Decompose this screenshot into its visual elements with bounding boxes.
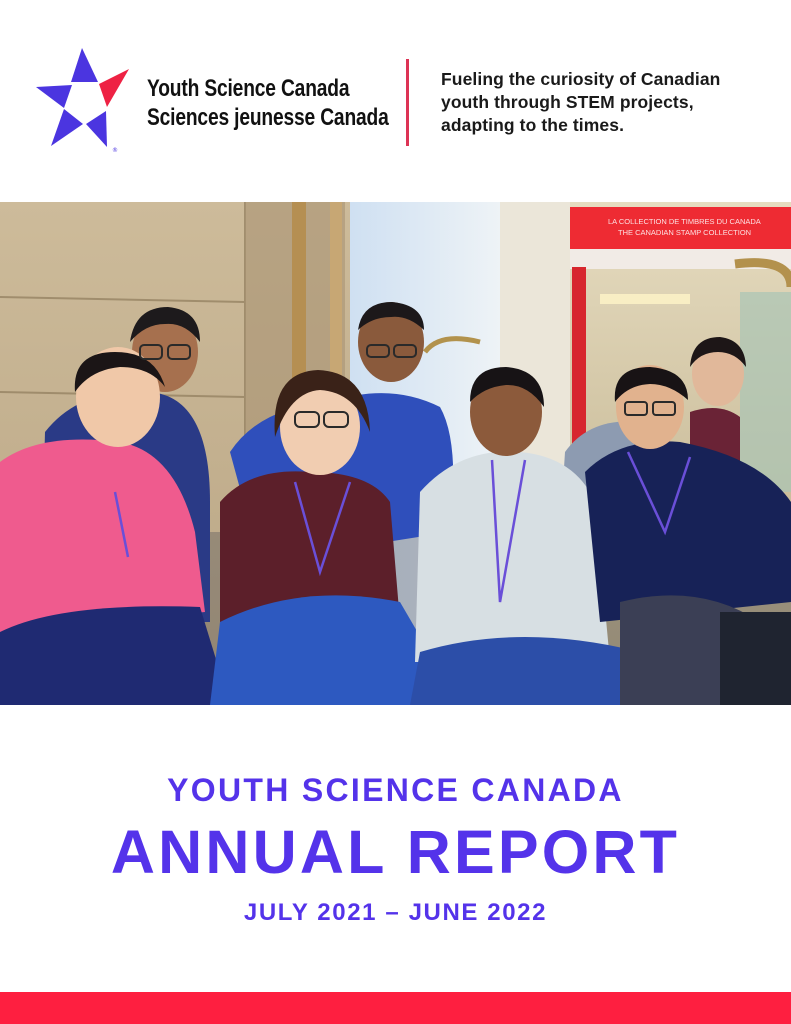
organization-title: YOUTH SCIENCE CANADA	[167, 772, 624, 808]
tagline-line-1: Fueling the curiosity of Canadian	[441, 69, 721, 89]
logo-name-french: Sciences jeunesse Canada	[147, 104, 389, 131]
star-logo-icon	[30, 40, 140, 155]
tagline-line-3: adapting to the times.	[441, 115, 625, 135]
header-divider	[406, 59, 409, 146]
header	[0, 0, 791, 200]
logo-name-english: Youth Science Canada	[147, 75, 350, 102]
tagline	[441, 68, 781, 137]
svg-text:®: ®	[112, 147, 118, 154]
footer-accent-bar	[0, 992, 791, 1024]
svg-text:LA COLLECTION DE TIMBRES DU CA: LA COLLECTION DE TIMBRES DU CANADA	[608, 217, 761, 226]
report-period: JULY 2021 – JUNE 2022	[243, 899, 548, 926]
report-title: ANNUAL REPORT	[110, 818, 681, 886]
tagline-line-2: youth through STEM projects,	[441, 92, 694, 112]
cover-photo	[0, 202, 791, 705]
group-photo-illustration	[0, 202, 791, 705]
svg-text:THE CANADIAN STAMP COLLECTION: THE CANADIAN STAMP COLLECTION	[618, 228, 752, 237]
logo-wordmark	[147, 74, 407, 132]
